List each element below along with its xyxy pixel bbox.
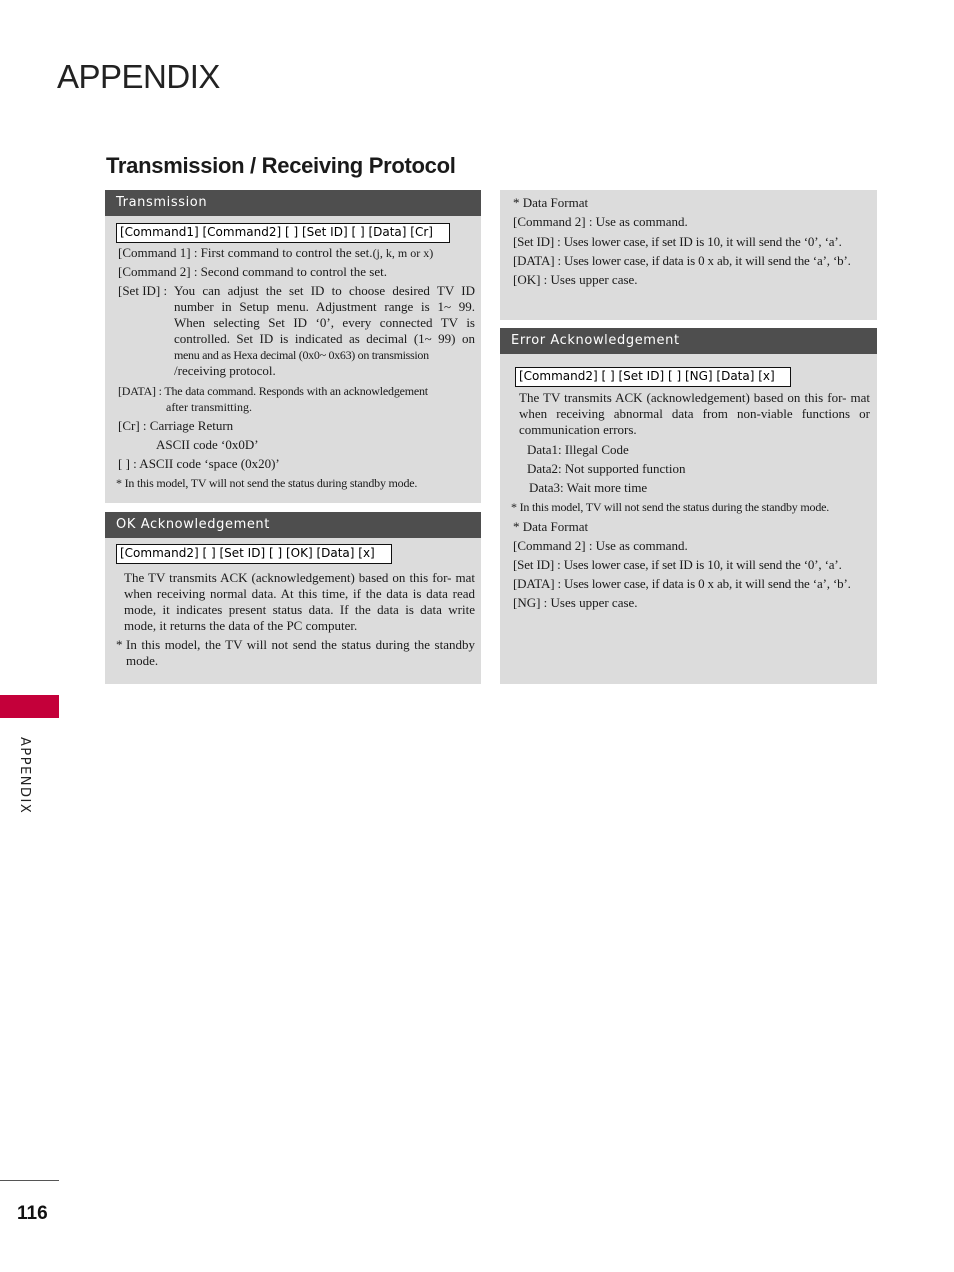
error-ack-description: The TV transmits ACK (acknowledgement) based on this for- mat when receiving abnormal data from non-viable functions or communication errors.	[519, 390, 870, 437]
ok-ack-note: In this model, the TV will not send the status during the standby mode.	[126, 637, 475, 668]
data-desc-line-1: [DATA] : The data command. Responds with an acknowledgement	[118, 384, 428, 398]
error-ack-header: Error Acknowledgement	[500, 328, 877, 354]
error-df-line-3: [DATA] : Uses lower case, if data is 0 x ab, it will send the ‘a’, ‘b’.	[513, 576, 851, 591]
data-format-line-3: [DATA] : Uses lower case, if data is 0 x ab, it will send the ‘a’, ‘b’.	[513, 253, 851, 268]
command1-options: (j, k, m or x)	[372, 246, 434, 260]
command2-desc: [Command 2] : Second command to control the set.	[118, 264, 387, 279]
command1-desc: [Command 1] : First command to control the set.(j, k, m or x)	[118, 245, 434, 260]
error-ack-note: * In this model, TV will not send the status during the standby mode.	[511, 500, 830, 514]
data-format-line-1: [Command 2] : Use as command.	[513, 214, 688, 229]
transmission-note: * In this model, TV will not send the status during standby mode.	[116, 476, 418, 490]
setid-line-1: You can adjust the set ID to choose desired TV ID	[174, 283, 475, 298]
error-df-line-1: [Command 2] : Use as command.	[513, 538, 688, 553]
ok-ack-header: OK Acknowledgement	[105, 512, 481, 538]
ok-ack-description: The TV transmits ACK (acknowledgement) based on this for- mat when receiving normal data. At this time, if the data is data read mode, it indicates present status data. If the data is data write mode, it returns the data of the PC computer.	[124, 570, 475, 633]
page-title: APPENDIX	[57, 58, 220, 95]
data-format-title: * Data Format	[513, 195, 589, 210]
setid-line-4: controlled. Set ID is indicated as decimal (1~ 99) on	[174, 331, 475, 346]
setid-label: [Set ID] :	[118, 283, 168, 298]
ok-ack-note-star: *	[116, 637, 123, 652]
setid-line-2: number in Setup menu. Adjustment range is 1~ 99.	[174, 299, 475, 314]
page-number: 116	[17, 1203, 48, 1224]
data-format-line-2: [Set ID] : Uses lower case, if set ID is 10, it will send the ‘0’, ‘a’.	[513, 234, 842, 249]
ok-ack-command-format: [Command2] [ ] [Set ID] [ ] [OK] [Data] [x]	[116, 544, 392, 564]
error-data3: Data3: Wait more time	[529, 480, 648, 495]
data-desc-line-2: after transmitting.	[166, 400, 252, 414]
error-data1: Data1: Illegal Code	[527, 442, 629, 457]
transmission-header: Transmission	[105, 190, 481, 216]
cr-desc-line-2: ASCII code ‘0x0D’	[156, 437, 259, 452]
space-desc: [ ] : ASCII code ‘space (0x20)’	[118, 456, 280, 471]
transmission-command-format: [Command1] [Command2] [ ] [Set ID] [ ] [Data] [Cr]	[116, 223, 450, 243]
side-tab-label: APPENDIX	[17, 737, 32, 815]
error-data2: Data2: Not supported function	[527, 461, 686, 476]
footer-rule	[0, 1180, 59, 1181]
error-df-line-4: [NG] : Uses upper case.	[513, 595, 638, 610]
setid-line-5: menu and as Hexa decimal (0x0~ 0x63) on transmission	[174, 348, 429, 362]
error-df-title: * Data Format	[513, 519, 589, 534]
cr-desc-line-1: [Cr] : Carriage Return	[118, 418, 234, 433]
section-title: Transmission / Receiving Protocol	[106, 153, 456, 178]
data-format-line-4: [OK] : Uses upper case.	[513, 272, 638, 287]
setid-line-3: When selecting Set ID ‘0’, every connected TV is	[174, 315, 475, 330]
error-df-line-2: [Set ID] : Uses lower case, if set ID is 10, it will send the ‘0’, ‘a’.	[513, 557, 842, 572]
setid-line-6: /receiving protocol.	[174, 363, 276, 378]
error-ack-command-format: [Command2] [ ] [Set ID] [ ] [NG] [Data] [x]	[515, 367, 791, 387]
side-tab-marker	[0, 695, 59, 718]
